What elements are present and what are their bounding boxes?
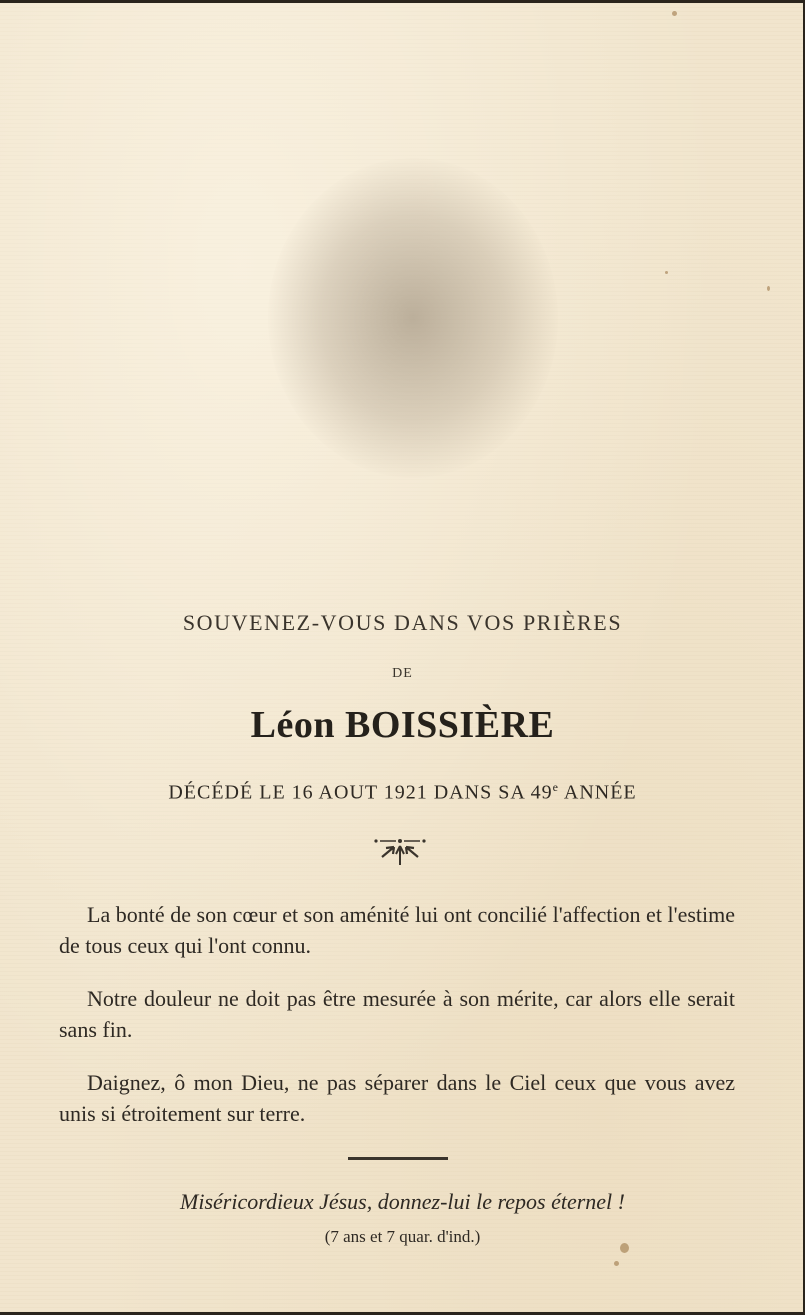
death-date-suffix: ANNÉE xyxy=(558,781,637,804)
indulgence-note: (7 ans et 7 quar. d'ind.) xyxy=(324,1227,481,1246)
death-date-line xyxy=(0,780,805,805)
portrait-photo xyxy=(268,158,558,478)
connector-de: DE xyxy=(392,666,413,681)
paper-stain xyxy=(665,271,668,274)
paper-stain xyxy=(614,1261,619,1266)
paragraph-sorrow: Notre douleur ne doit pas être mesurée à son mérite, car alors elle serait sans fin. xyxy=(59,986,735,1042)
death-date-prefix: DÉCÉDÉ LE 16 AOUT 1921 DANS SA 49 xyxy=(168,781,553,804)
paper-stain xyxy=(672,11,677,16)
paper-stain xyxy=(767,286,770,291)
portrait-photo-icon xyxy=(268,158,558,478)
fleuron-ornament-icon xyxy=(372,835,428,869)
deceased-name: Léon BOISSIÈRE xyxy=(250,704,555,746)
ordinal-superscript: e xyxy=(552,780,559,794)
paragraph-kindness: La bonté de son cœur et son aménité lui ont concilié l'affection et l'estime de tous ceux qui l'ont connu. xyxy=(59,902,735,958)
paragraph-heaven: Daignez, ô mon Dieu, ne pas séparer dans le Ciel ceux que vous avez unis si étroitement sur terre. xyxy=(59,1070,735,1126)
prayer-line: Miséricordieux Jésus, donnez-lui le repos éternel ! xyxy=(180,1189,625,1214)
heading-remember-in-prayers: SOUVENEZ-VOUS DANS VOS PRIÈRES xyxy=(182,610,623,635)
memorial-card xyxy=(0,3,803,1312)
divider-rule xyxy=(348,1157,448,1160)
